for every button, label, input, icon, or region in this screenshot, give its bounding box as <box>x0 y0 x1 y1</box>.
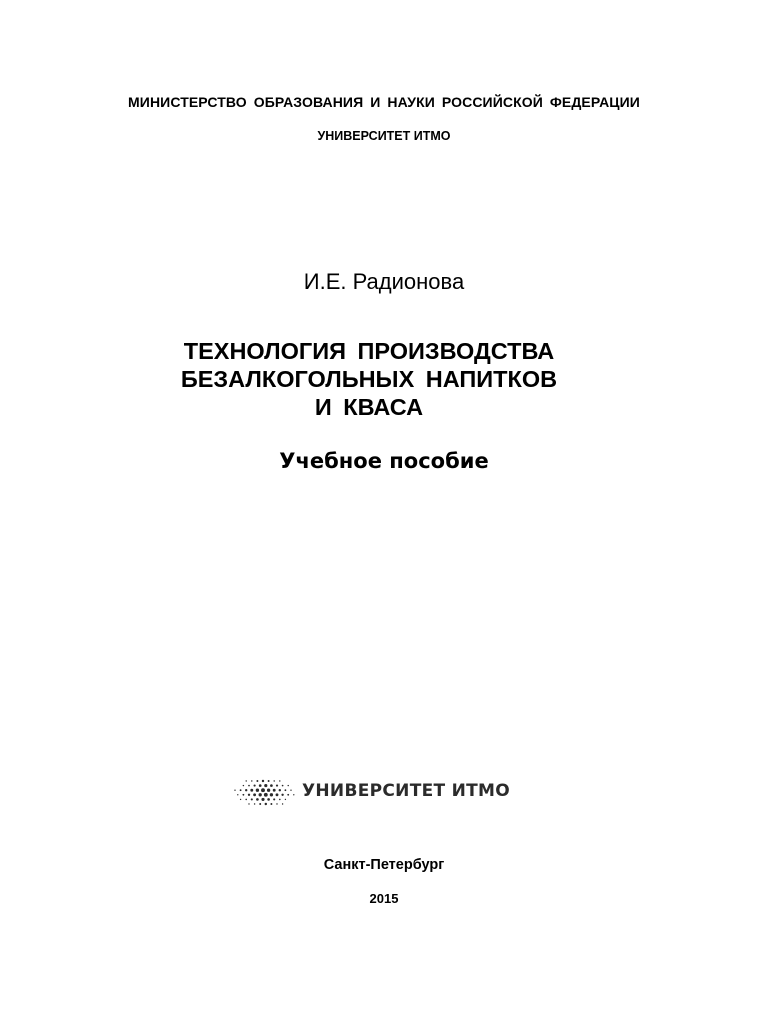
author-name: И.Е. Радионова <box>303 269 465 294</box>
logo-text: УНИВЕРСИТЕТ ИТМО <box>302 781 511 801</box>
book-title-line-1: ТЕХНОЛОГИЯ ПРОИЗВОДСТВА <box>183 338 555 364</box>
publication-city: Санкт-Петербург <box>323 857 445 873</box>
itmo-dot-grid-logo-icon <box>230 775 298 809</box>
university-logo <box>230 775 520 809</box>
book-title <box>0 337 738 421</box>
book-subtitle: Учебное пособие <box>279 449 489 473</box>
publication-year: 2015 <box>369 891 399 906</box>
book-title-line-3: И КВАСА <box>314 394 424 420</box>
university-heading: УНИВЕРСИТЕТ ИТМО <box>317 129 451 143</box>
book-title-line-2: БЕЗАЛКОГОЛЬНЫХ НАПИТКОВ <box>180 366 558 392</box>
ministry-heading: МИНИСТЕРСТВО ОБРАЗОВАНИЯ И НАУКИ РОССИЙСКОЙ ФЕДЕРАЦИИ <box>128 94 640 110</box>
